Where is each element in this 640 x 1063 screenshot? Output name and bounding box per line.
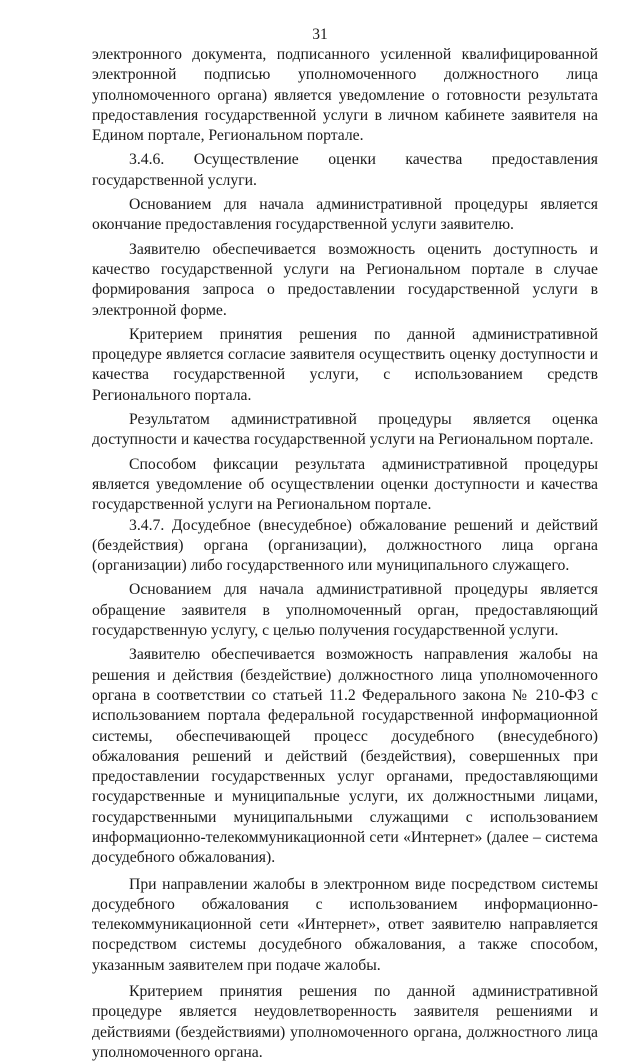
paragraph: Критерием принятия решения по данной административной процедуре является согласие заявителя осуществить оценку доступности и качества государственной услуги, с использованием средств Регионального портала. [92,325,598,404]
paragraph-continuation: электронного документа, подписанного усиленной квалифицированной электронной подписью уполномоченного должностного лица уполномоченного органа) является уведомление о готовности результата предоставления государственной услуги в личном кабинете заявителя на Едином портале, Региональном портале. [92,46,598,145]
paragraph: Результатом административной процедуры является оценка доступности и качества государственной услуги на Региональном портале. [92,411,598,449]
paragraph: Критерием принятия решения по данной административной процедуре является неудовлетворенность заявителя решениями и действиями (бездействиями) уполномоченного органа, должностного лица уполномоченного органа. [92,983,598,1061]
document-body [92,45,598,1063]
paragraph: Заявителю обеспечивается возможность оценить доступность и качество государственной услуги на Региональном портале в случае формирования запроса о предоставлении государственной услуги в электронной форме. [92,240,598,319]
paragraph: Способом фиксации результата административной процедуры является уведомление об осуществлении оценки доступности и качества государственной услуги на Региональном портале. [92,455,598,514]
section-heading-3-4-6: 3.4.6. Осуществление оценки качества предоставления государственной услуги. [92,151,598,189]
paragraph: Основанием для начала административной процедуры является окончание предоставления государственной услуги заявителю. [92,196,598,234]
paragraph: При направлении жалобы в электронном виде посредством системы досудебного обжалования с использованием информационно-телекоммуникационной сети «Интернет», ответ заявителю направляется посредством системы досудебного обжалования, а также способом, указанным заявителем при подаче жалобы. [92,875,598,974]
paragraph: Основанием для начала административной процедуры является обращение заявителя в уполномоченный орган, предоставляющий государственную услугу, с целью получения государственной услуги. [92,581,598,640]
paragraph: Заявителю обеспечивается возможность направления жалобы на решения и действия (бездействие) должностного лица уполномоченного органа в соответствии со статьей 11.2 Федерального закона № 210-ФЗ с использованием портала федеральной государственной информационной системы, обеспечивающей процесс досудебного (внесудебного) обжалования решений и действий (бездействия), совершенных при предоставлении государственных услуг органами, предоставляющими государственные и муниципальные услуги, их должностными лицами, государственными муниципальными служащими с использованием информационно-телекоммуникационной сети «Интернет» (далее – система досудебного обжалования). [92,646,598,867]
section-heading-3-4-7: 3.4.7. Досудебное (внесудебное) обжалование решений и действий (бездействия) органа (организации), должностного лица органа (организации) либо государственного или муниципального служащего. [92,516,598,575]
page-number: 31 [312,26,328,43]
